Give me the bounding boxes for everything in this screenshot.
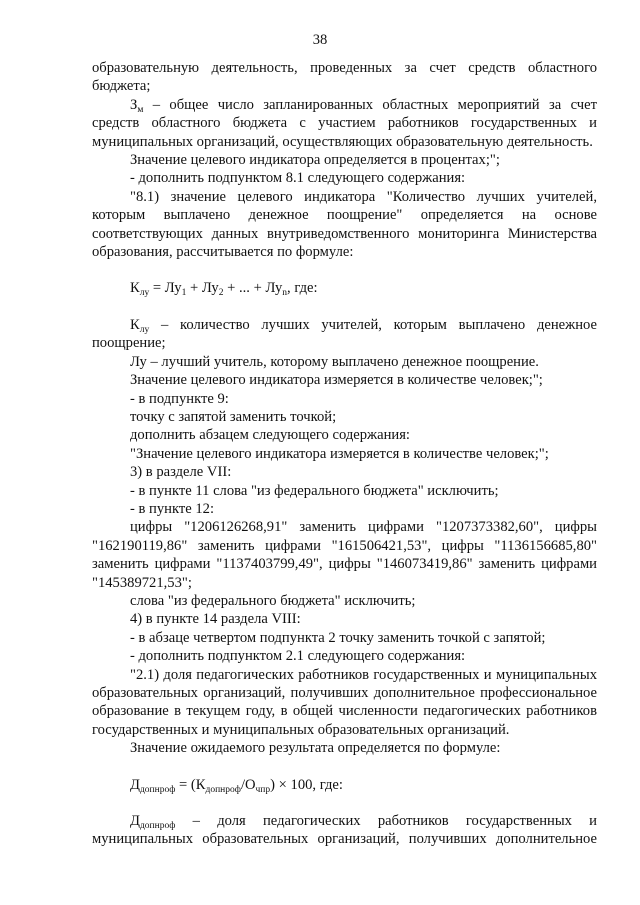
page-number: 38	[312, 32, 328, 48]
formula-ddopprof: $Д_{допнроф} = (К_{допнроф}/О_{чпр}) \times 100$, где:	[130, 776, 343, 795]
paragraph: "2.1) доля педагогических работников государственных и муниципальных образовательных организаций, получивших дополнительное профессиональное образование в текущем году, в общей численности педагогических работников государственных и муниципальных образовательных организаций.	[92, 666, 597, 738]
paragraph: 4) в пункте 14 раздела VIII:	[130, 611, 301, 628]
paragraph: - в пункте 12:	[130, 500, 215, 517]
paragraph: образовательную деятельность, проведенных за счет средств областного бюджета;	[92, 60, 597, 95]
paragraph: 3) в разделе VII:	[130, 464, 232, 481]
definition-zm: $З_м$ – общее число запланированных областных мероприятий за счет средств областного бюджета с участием работников государственных и муниципальных организаций, осуществляющих образовательную деятельность.	[92, 96, 597, 150]
definition-klu: $К_{лу}$ – количество лучших учителей, которым выплачено денежное поощрение;	[92, 316, 597, 352]
paragraph-figures: цифры "1206126268,91" заменить цифрами "1207373382,60", цифры "162190119,86" заменить цифрами "161506421,53", цифры "1136156685,80" заменить цифрами "1137403799,49", цифры "146073419,86" заменить цифрами "145389721,53";	[92, 519, 597, 591]
paragraph: Значение целевого индикатора определяется в процентах;";	[130, 152, 500, 169]
paragraph: - дополнить подпунктом 8.1 следующего содержания:	[130, 170, 466, 187]
paragraph: Лу – лучший учитель, которому выплачено денежное поощрение.	[130, 353, 539, 370]
paragraph: "8.1) значение целевого индикатора "Количество лучших учителей, которым выплачено денежное поощрение" определяется на основе соответствующих данных внутриведомственного мониторинга Министерства образования, рассчитывается по формуле:	[92, 188, 597, 261]
paragraph: Значение целевого индикатора измеряется в количестве человек;";	[130, 372, 543, 389]
definition-ddopprof: $Д_{допнроф}$ – доля педагогических работников государственных и муниципальных образовательных организаций, получивших дополнительное	[92, 813, 597, 848]
formula-klu: $К_{лу} = Лу_1 + Лу_2$ + ... + $Лу_n$, где:	[130, 280, 318, 299]
paragraph: Значение ожидаемого результата определяется по формуле:	[130, 740, 501, 757]
paragraph: слова "из федерального бюджета" исключить;	[130, 592, 416, 609]
document-body	[92, 59, 597, 849]
paragraph: точку с запятой заменить точкой;	[130, 408, 337, 425]
paragraph: "Значение целевого индикатора измеряется в количестве человек;";	[130, 445, 549, 462]
paragraph: - в абзаце четвертом подпункта 2 точку заменить точкой с запятой;	[130, 629, 546, 646]
paragraph: - в подпункте 9:	[130, 390, 229, 407]
paragraph: - дополнить подпунктом 2.1 следующего содержания:	[130, 648, 466, 665]
paragraph: дополнить абзацем следующего содержания:	[130, 427, 410, 444]
paragraph: - в пункте 11 слова "из федерального бюджета" исключить;	[130, 482, 499, 499]
